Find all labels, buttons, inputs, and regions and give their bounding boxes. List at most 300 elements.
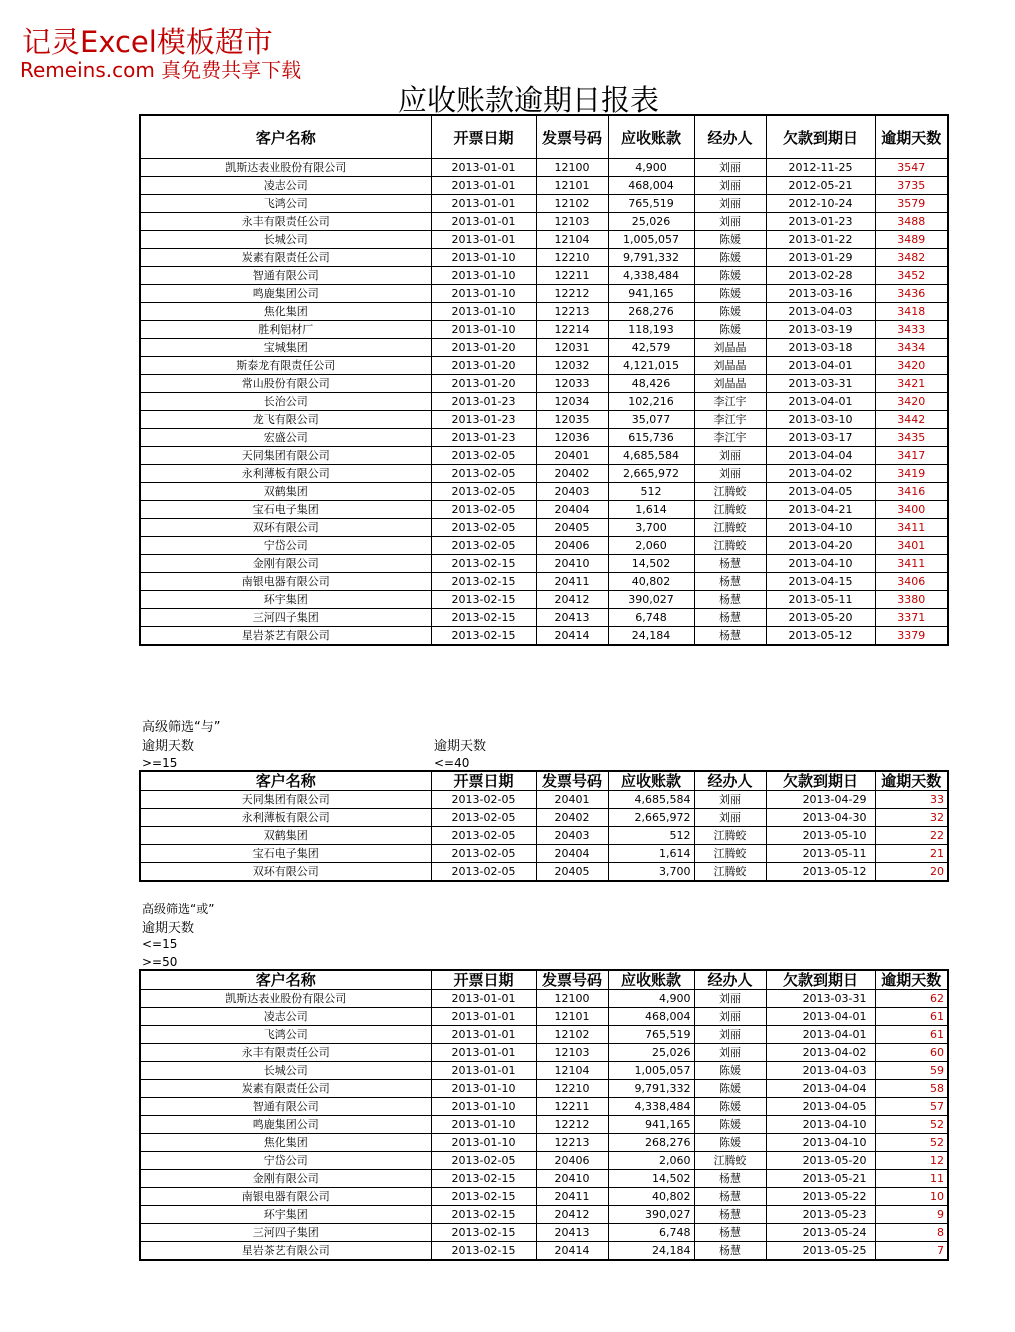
invoice-number-cell: 20406 — [536, 1152, 608, 1170]
invoice-date-cell: 2013-01-23 — [431, 429, 536, 447]
table-row — [140, 591, 948, 609]
receivable-cell: 2,665,972 — [608, 465, 694, 483]
or-filter-table — [139, 969, 949, 1261]
table-row — [140, 1062, 948, 1080]
overdue-days-cell: 3421 — [875, 375, 948, 393]
table-row — [140, 375, 948, 393]
table-row — [140, 845, 948, 863]
header-invoice-number: 发票号码 — [536, 771, 608, 791]
due-date-cell: 2013-04-10 — [766, 519, 875, 537]
receivable-cell: 615,736 — [608, 429, 694, 447]
overdue-days-cell: 3547 — [875, 159, 948, 177]
receivable-cell: 24,184 — [608, 1242, 694, 1261]
customer-cell: 智通有限公司 — [140, 1098, 431, 1116]
receivable-cell: 102,216 — [608, 393, 694, 411]
receivables-table — [139, 114, 949, 646]
customer-cell: 焦化集团 — [140, 1134, 431, 1152]
invoice-date-cell: 2013-01-10 — [431, 1134, 536, 1152]
handler-cell: 陈媛 — [694, 1098, 766, 1116]
receivable-cell: 3,700 — [608, 863, 694, 882]
due-date-cell: 2013-05-10 — [766, 827, 875, 845]
overdue-days-cell: 61 — [875, 1008, 948, 1026]
handler-cell: 刘丽 — [694, 1044, 766, 1062]
due-date-cell: 2013-04-02 — [766, 1044, 875, 1062]
invoice-number-cell: 12211 — [536, 1098, 608, 1116]
due-date-cell: 2013-05-24 — [766, 1224, 875, 1242]
customer-cell: 长城公司 — [140, 231, 431, 249]
invoice-number-cell: 20410 — [536, 1170, 608, 1188]
overdue-days-cell: 3433 — [875, 321, 948, 339]
due-date-cell: 2013-04-04 — [766, 447, 875, 465]
handler-cell: 陈媛 — [694, 1116, 766, 1134]
customer-cell: 环宇集团 — [140, 1206, 431, 1224]
header-overdue-days: 逾期天数 — [875, 115, 948, 159]
overdue-days-cell: 3488 — [875, 213, 948, 231]
handler-cell: 陈媛 — [694, 1134, 766, 1152]
handler-cell: 陈媛 — [694, 249, 766, 267]
invoice-number-cell: 20412 — [536, 1206, 608, 1224]
header-due-date: 欠款到期日 — [766, 115, 875, 159]
header-customer: 客户名称 — [140, 771, 431, 791]
handler-cell: 刘丽 — [694, 195, 766, 213]
receivable-cell: 2,060 — [608, 1152, 694, 1170]
header-handler: 经办人 — [694, 115, 766, 159]
receivable-cell: 941,165 — [608, 285, 694, 303]
overdue-days-cell: 3400 — [875, 501, 948, 519]
table-header-row — [140, 115, 948, 159]
invoice-number-cell: 20403 — [536, 827, 608, 845]
overdue-days-cell: 3380 — [875, 591, 948, 609]
invoice-number-cell: 20410 — [536, 555, 608, 573]
invoice-date-cell: 2013-01-01 — [431, 1008, 536, 1026]
invoice-number-cell: 12104 — [536, 231, 608, 249]
due-date-cell: 2013-02-28 — [766, 267, 875, 285]
receivable-cell: 40,802 — [608, 573, 694, 591]
customer-cell: 环宇集团 — [140, 591, 431, 609]
overdue-days-cell: 10 — [875, 1188, 948, 1206]
overdue-days-cell: 3436 — [875, 285, 948, 303]
receivable-cell: 4,685,584 — [608, 791, 694, 809]
due-date-cell: 2013-04-01 — [766, 393, 875, 411]
receivable-cell: 4,121,015 — [608, 357, 694, 375]
due-date-cell: 2013-04-05 — [766, 483, 875, 501]
customer-cell: 凯斯达表业股份有限公司 — [140, 159, 431, 177]
table-row — [140, 827, 948, 845]
invoice-number-cell: 12103 — [536, 1044, 608, 1062]
table-header-row — [140, 771, 948, 791]
overdue-days-cell: 3416 — [875, 483, 948, 501]
due-date-cell: 2013-01-23 — [766, 213, 875, 231]
customer-cell: 胜利铝材厂 — [140, 321, 431, 339]
table-row — [140, 1044, 948, 1062]
handler-cell: 陈媛 — [694, 285, 766, 303]
handler-cell: 陈媛 — [694, 1080, 766, 1098]
overdue-days-cell: 3411 — [875, 519, 948, 537]
customer-cell: 双鹤集团 — [140, 827, 431, 845]
header-overdue-days: 逾期天数 — [875, 970, 948, 990]
due-date-cell: 2013-04-15 — [766, 573, 875, 591]
invoice-date-cell: 2013-02-15 — [431, 1170, 536, 1188]
handler-cell: 刘丽 — [694, 447, 766, 465]
table-row — [140, 231, 948, 249]
overdue-days-cell: 3442 — [875, 411, 948, 429]
due-date-cell: 2013-03-17 — [766, 429, 875, 447]
customer-cell: 双环有限公司 — [140, 519, 431, 537]
table-row — [140, 1134, 948, 1152]
handler-cell: 刘晶晶 — [694, 357, 766, 375]
due-date-cell: 2013-03-31 — [766, 375, 875, 393]
table-row — [140, 519, 948, 537]
handler-cell: 陈媛 — [694, 231, 766, 249]
due-date-cell: 2013-03-18 — [766, 339, 875, 357]
customer-cell: 常山股份有限公司 — [140, 375, 431, 393]
invoice-date-cell: 2013-02-15 — [431, 1188, 536, 1206]
table-row — [140, 1098, 948, 1116]
customer-cell: 飞鸿公司 — [140, 1026, 431, 1044]
invoice-date-cell: 2013-01-20 — [431, 357, 536, 375]
customer-cell: 凯斯达表业股份有限公司 — [140, 990, 431, 1008]
customer-cell: 南银电器有限公司 — [140, 573, 431, 591]
table-row — [140, 1026, 948, 1044]
customer-cell: 南银电器有限公司 — [140, 1188, 431, 1206]
receivable-cell: 468,004 — [608, 1008, 694, 1026]
customer-cell: 长治公司 — [140, 393, 431, 411]
table-row — [140, 1242, 948, 1261]
customer-cell: 鸣鹿集团公司 — [140, 1116, 431, 1134]
overdue-days-cell: 52 — [875, 1116, 948, 1134]
customer-cell: 双环有限公司 — [140, 863, 431, 882]
invoice-number-cell: 20414 — [536, 627, 608, 646]
overdue-days-cell: 3418 — [875, 303, 948, 321]
overdue-days-cell: 22 — [875, 827, 948, 845]
header-invoice-date: 开票日期 — [431, 115, 536, 159]
invoice-date-cell: 2013-01-23 — [431, 393, 536, 411]
overdue-days-cell: 58 — [875, 1080, 948, 1098]
handler-cell: 李江宇 — [694, 393, 766, 411]
overdue-days-cell: 3735 — [875, 177, 948, 195]
customer-cell: 三河四子集团 — [140, 1224, 431, 1242]
receivable-cell: 4,685,584 — [608, 447, 694, 465]
invoice-date-cell: 2013-02-05 — [431, 791, 536, 809]
handler-cell: 陈媛 — [694, 1062, 766, 1080]
receivable-cell: 24,184 — [608, 627, 694, 646]
invoice-number-cell: 12100 — [536, 990, 608, 1008]
header-receivable: 应收账款 — [608, 970, 694, 990]
customer-cell: 永丰有限责任公司 — [140, 213, 431, 231]
receivable-cell: 42,579 — [608, 339, 694, 357]
and-filter-label: 高级筛选“与” — [142, 720, 221, 735]
due-date-cell: 2013-04-02 — [766, 465, 875, 483]
table-row — [140, 339, 948, 357]
customer-cell: 天同集团有限公司 — [140, 447, 431, 465]
due-date-cell: 2013-04-20 — [766, 537, 875, 555]
due-date-cell: 2012-05-21 — [766, 177, 875, 195]
overdue-days-cell: 3419 — [875, 465, 948, 483]
table-row — [140, 555, 948, 573]
handler-cell: 杨慧 — [694, 555, 766, 573]
due-date-cell: 2013-01-22 — [766, 231, 875, 249]
overdue-days-cell: 3420 — [875, 393, 948, 411]
table-row — [140, 159, 948, 177]
receivable-cell: 9,791,332 — [608, 249, 694, 267]
receivable-cell: 3,700 — [608, 519, 694, 537]
due-date-cell: 2013-04-03 — [766, 303, 875, 321]
table-row — [140, 1170, 948, 1188]
overdue-days-cell: 3411 — [875, 555, 948, 573]
invoice-number-cell: 20413 — [536, 609, 608, 627]
due-date-cell: 2012-11-25 — [766, 159, 875, 177]
customer-cell: 天同集团有限公司 — [140, 791, 431, 809]
customer-cell: 星岩茶艺有限公司 — [140, 627, 431, 646]
handler-cell: 刘丽 — [694, 465, 766, 483]
overdue-days-cell: 3579 — [875, 195, 948, 213]
customer-cell: 飞鸿公司 — [140, 195, 431, 213]
customer-cell: 智通有限公司 — [140, 267, 431, 285]
receivable-cell: 25,026 — [608, 213, 694, 231]
and-criteria-field-1: 逾期天数 — [142, 739, 195, 754]
receivable-cell: 40,802 — [608, 1188, 694, 1206]
invoice-number-cell: 12102 — [536, 195, 608, 213]
table-row — [140, 447, 948, 465]
receivable-cell: 941,165 — [608, 1116, 694, 1134]
header-invoice-number: 发票号码 — [536, 115, 608, 159]
invoice-date-cell: 2013-01-01 — [431, 213, 536, 231]
invoice-number-cell: 20413 — [536, 1224, 608, 1242]
receivable-cell: 35,077 — [608, 411, 694, 429]
handler-cell: 杨慧 — [694, 1188, 766, 1206]
invoice-number-cell: 12211 — [536, 267, 608, 285]
invoice-number-cell: 12212 — [536, 285, 608, 303]
handler-cell: 刘丽 — [694, 791, 766, 809]
customer-cell: 宝石电子集团 — [140, 845, 431, 863]
handler-cell: 刘丽 — [694, 1026, 766, 1044]
table-row — [140, 1080, 948, 1098]
receivable-cell: 4,900 — [608, 159, 694, 177]
invoice-number-cell: 12103 — [536, 213, 608, 231]
table-row — [140, 863, 948, 882]
due-date-cell: 2013-04-21 — [766, 501, 875, 519]
overdue-days-cell: 21 — [875, 845, 948, 863]
table-row — [140, 267, 948, 285]
invoice-date-cell: 2013-02-05 — [431, 501, 536, 519]
overdue-days-cell: 12 — [875, 1152, 948, 1170]
receivable-cell: 25,026 — [608, 1044, 694, 1062]
header-customer: 客户名称 — [140, 115, 431, 159]
handler-cell: 杨慧 — [694, 1224, 766, 1242]
receivable-cell: 1,005,057 — [608, 1062, 694, 1080]
overdue-days-cell: 11 — [875, 1170, 948, 1188]
or-criteria-value-2: >=50 — [142, 955, 178, 969]
brand-title: 记灵Excel模板超市 — [22, 25, 273, 59]
invoice-number-cell: 20411 — [536, 573, 608, 591]
customer-cell: 永丰有限责任公司 — [140, 1044, 431, 1062]
overdue-days-cell: 3401 — [875, 537, 948, 555]
customer-cell: 凌志公司 — [140, 1008, 431, 1026]
customer-cell: 双鹤集团 — [140, 483, 431, 501]
invoice-date-cell: 2013-02-05 — [431, 809, 536, 827]
invoice-number-cell: 20405 — [536, 519, 608, 537]
invoice-date-cell: 2013-01-20 — [431, 375, 536, 393]
invoice-number-cell: 20401 — [536, 791, 608, 809]
table-row — [140, 573, 948, 591]
handler-cell: 刘丽 — [694, 809, 766, 827]
receivable-cell: 14,502 — [608, 1170, 694, 1188]
receivable-cell: 4,900 — [608, 990, 694, 1008]
invoice-date-cell: 2013-02-15 — [431, 1242, 536, 1261]
handler-cell: 江腾蛟 — [694, 501, 766, 519]
handler-cell: 杨慧 — [694, 1242, 766, 1261]
due-date-cell: 2013-03-19 — [766, 321, 875, 339]
customer-cell: 凌志公司 — [140, 177, 431, 195]
receivable-cell: 4,338,484 — [608, 1098, 694, 1116]
receivable-cell: 6,748 — [608, 1224, 694, 1242]
invoice-number-cell: 20412 — [536, 591, 608, 609]
invoice-number-cell: 20402 — [536, 809, 608, 827]
table-row — [140, 627, 948, 646]
due-date-cell: 2013-03-16 — [766, 285, 875, 303]
header-invoice-number: 发票号码 — [536, 970, 608, 990]
header-invoice-date: 开票日期 — [431, 771, 536, 791]
table-row — [140, 1188, 948, 1206]
invoice-date-cell: 2013-02-15 — [431, 609, 536, 627]
table-row — [140, 1224, 948, 1242]
overdue-days-cell: 8 — [875, 1224, 948, 1242]
due-date-cell: 2013-05-12 — [766, 863, 875, 882]
handler-cell: 杨慧 — [694, 573, 766, 591]
overdue-days-cell: 3489 — [875, 231, 948, 249]
due-date-cell: 2013-04-05 — [766, 1098, 875, 1116]
and-criteria-value-1: >=15 — [142, 756, 178, 770]
table-row — [140, 990, 948, 1008]
invoice-date-cell: 2013-02-05 — [431, 465, 536, 483]
invoice-date-cell: 2013-01-01 — [431, 195, 536, 213]
handler-cell: 杨慧 — [694, 1206, 766, 1224]
due-date-cell: 2013-04-01 — [766, 357, 875, 375]
due-date-cell: 2013-05-25 — [766, 1242, 875, 1261]
invoice-number-cell: 12104 — [536, 1062, 608, 1080]
due-date-cell: 2013-04-29 — [766, 791, 875, 809]
customer-cell: 金刚有限公司 — [140, 1170, 431, 1188]
invoice-date-cell: 2013-01-10 — [431, 249, 536, 267]
invoice-number-cell: 12210 — [536, 1080, 608, 1098]
invoice-date-cell: 2013-01-01 — [431, 990, 536, 1008]
invoice-number-cell: 12033 — [536, 375, 608, 393]
customer-cell: 永利薄板有限公司 — [140, 809, 431, 827]
overdue-days-cell: 59 — [875, 1062, 948, 1080]
overdue-days-cell: 52 — [875, 1134, 948, 1152]
overdue-days-cell: 7 — [875, 1242, 948, 1261]
invoice-number-cell: 20411 — [536, 1188, 608, 1206]
invoice-number-cell: 20405 — [536, 863, 608, 882]
handler-cell: 刘丽 — [694, 177, 766, 195]
receivable-cell: 512 — [608, 827, 694, 845]
invoice-date-cell: 2013-02-15 — [431, 1206, 536, 1224]
header-handler: 经办人 — [694, 771, 766, 791]
header-handler: 经办人 — [694, 970, 766, 990]
handler-cell: 江腾蛟 — [694, 537, 766, 555]
due-date-cell: 2013-04-01 — [766, 1026, 875, 1044]
receivable-cell: 765,519 — [608, 1026, 694, 1044]
invoice-date-cell: 2013-01-01 — [431, 1044, 536, 1062]
table-row — [140, 1008, 948, 1026]
invoice-number-cell: 12213 — [536, 1134, 608, 1152]
table-row — [140, 321, 948, 339]
invoice-date-cell: 2013-02-15 — [431, 627, 536, 646]
invoice-date-cell: 2013-01-10 — [431, 1098, 536, 1116]
customer-cell: 炭素有限责任公司 — [140, 1080, 431, 1098]
invoice-number-cell: 12100 — [536, 159, 608, 177]
invoice-date-cell: 2013-01-01 — [431, 177, 536, 195]
receivable-cell: 2,665,972 — [608, 809, 694, 827]
customer-cell: 长城公司 — [140, 1062, 431, 1080]
header-overdue-days: 逾期天数 — [875, 771, 948, 791]
due-date-cell: 2013-04-30 — [766, 809, 875, 827]
customer-cell: 宏盛公司 — [140, 429, 431, 447]
handler-cell: 李江宇 — [694, 411, 766, 429]
handler-cell: 江腾蛟 — [694, 863, 766, 882]
invoice-date-cell: 2013-01-01 — [431, 159, 536, 177]
table-row — [140, 1116, 948, 1134]
invoice-date-cell: 2013-01-10 — [431, 285, 536, 303]
invoice-number-cell: 12102 — [536, 1026, 608, 1044]
overdue-days-cell: 9 — [875, 1206, 948, 1224]
customer-cell: 宁岱公司 — [140, 537, 431, 555]
handler-cell: 江腾蛟 — [694, 519, 766, 537]
invoice-number-cell: 12214 — [536, 321, 608, 339]
handler-cell: 刘丽 — [694, 213, 766, 231]
table-row — [140, 429, 948, 447]
table-row — [140, 393, 948, 411]
report-title: 应收账款逾期日报表 — [398, 83, 660, 117]
invoice-number-cell: 12101 — [536, 177, 608, 195]
handler-cell: 刘丽 — [694, 990, 766, 1008]
customer-cell: 永利薄板有限公司 — [140, 465, 431, 483]
customer-cell: 星岩茶艺有限公司 — [140, 1242, 431, 1261]
due-date-cell: 2013-05-20 — [766, 609, 875, 627]
invoice-number-cell: 20414 — [536, 1242, 608, 1261]
table-row — [140, 213, 948, 231]
receivable-cell: 4,338,484 — [608, 267, 694, 285]
receivable-cell: 468,004 — [608, 177, 694, 195]
invoice-number-cell: 20404 — [536, 845, 608, 863]
overdue-days-cell: 3434 — [875, 339, 948, 357]
receivable-cell: 2,060 — [608, 537, 694, 555]
overdue-days-cell: 62 — [875, 990, 948, 1008]
invoice-date-cell: 2013-01-10 — [431, 321, 536, 339]
handler-cell: 江腾蛟 — [694, 1152, 766, 1170]
table-row — [140, 609, 948, 627]
table-header-row — [140, 970, 948, 990]
overdue-days-cell: 3452 — [875, 267, 948, 285]
due-date-cell: 2013-05-23 — [766, 1206, 875, 1224]
invoice-date-cell: 2013-02-15 — [431, 573, 536, 591]
customer-cell: 宁岱公司 — [140, 1152, 431, 1170]
and-criteria-value-2: <=40 — [434, 756, 470, 770]
overdue-days-cell: 57 — [875, 1098, 948, 1116]
due-date-cell: 2013-05-11 — [766, 845, 875, 863]
table-row — [140, 177, 948, 195]
invoice-date-cell: 2013-01-01 — [431, 1026, 536, 1044]
brand-subtitle: Remeins.com 真免费共享下载 — [20, 58, 302, 82]
invoice-number-cell: 20406 — [536, 537, 608, 555]
invoice-number-cell: 12035 — [536, 411, 608, 429]
handler-cell: 李江宇 — [694, 429, 766, 447]
receivable-cell: 6,748 — [608, 609, 694, 627]
invoice-date-cell: 2013-02-05 — [431, 483, 536, 501]
table-row — [140, 1206, 948, 1224]
table-row — [140, 411, 948, 429]
overdue-days-cell: 32 — [875, 809, 948, 827]
